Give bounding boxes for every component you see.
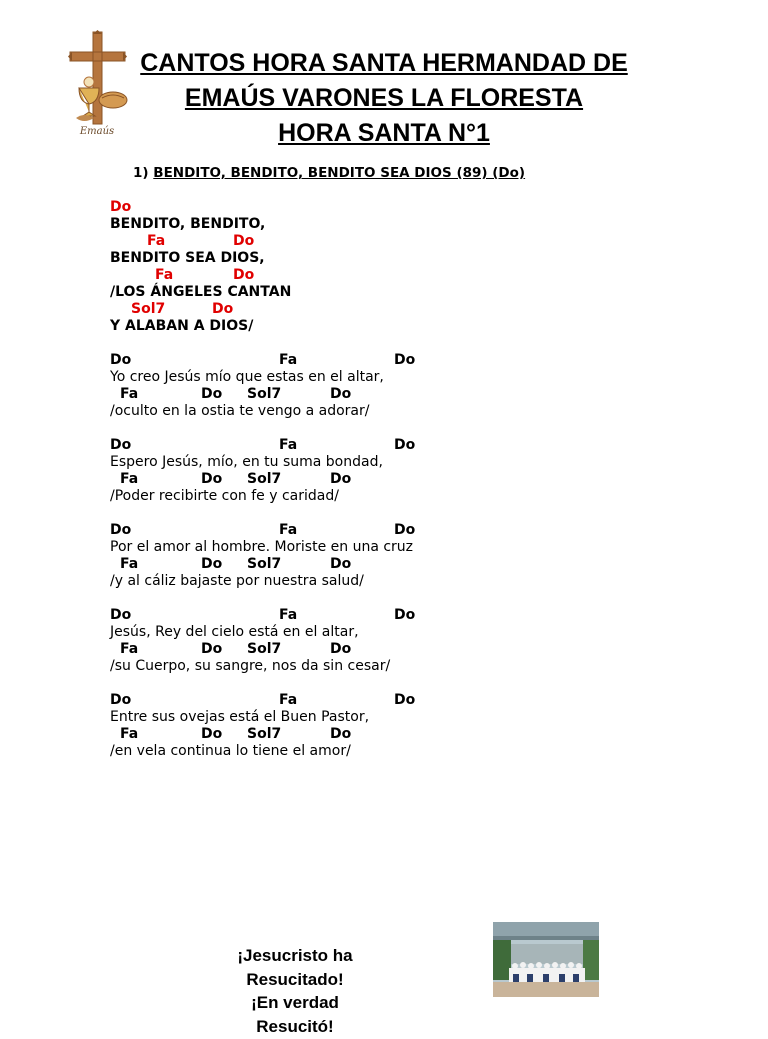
chord: Do	[110, 607, 132, 623]
chord: Do	[201, 556, 223, 572]
chord: Fa	[279, 437, 298, 453]
chord: Fa	[279, 522, 298, 538]
verse-lyric-line: Jesús, Rey del cielo está en el altar,	[110, 624, 359, 640]
verse-chord-line	[110, 522, 416, 539]
chord: Do	[394, 692, 416, 708]
chord: Do	[201, 641, 223, 657]
chorus-chord-line	[110, 199, 132, 216]
verse-lyric-line: /Poder recibirte con fe y caridad/	[110, 488, 339, 504]
verse-chord-line	[110, 386, 352, 403]
chord: Do	[394, 522, 416, 538]
chord: Do	[110, 352, 132, 368]
group-photo	[493, 922, 599, 997]
verse-lyric-line: Yo creo Jesús mío que estas en el altar,	[110, 369, 384, 385]
chord: Sol7	[247, 556, 282, 572]
chord: Do	[330, 471, 352, 487]
chord: Do	[201, 471, 223, 487]
chord: Fa	[279, 607, 298, 623]
chord: Fa	[279, 692, 298, 708]
chord: Do	[233, 233, 255, 249]
verse-chord-line	[110, 471, 352, 488]
song-title: BENDITO, BENDITO, BENDITO SEA DIOS (89) (Do)	[153, 165, 526, 181]
chord: Sol7	[247, 726, 282, 742]
page-title-line-1: CANTOS HORA SANTA HERMANDAD DE	[140, 49, 628, 77]
verse-lyric-line: Entre sus ovejas está el Buen Pastor,	[110, 709, 370, 725]
verse-lyric-line: /su Cuerpo, su sangre, nos da sin cesar/	[110, 658, 391, 674]
chord: Do	[110, 522, 132, 538]
page-title-line-3: HORA SANTA N°1	[278, 119, 490, 147]
chorus-chord-line	[110, 233, 255, 250]
chord: Do	[394, 437, 416, 453]
chord: Sol7	[247, 386, 282, 402]
verse-lyric-line: /oculto en la ostia te vengo a adorar/	[110, 403, 370, 419]
chord: Fa	[120, 556, 139, 572]
footer-line: ¡Jesucristo ha	[237, 946, 353, 965]
chord: Sol7	[247, 641, 282, 657]
chord: Do	[394, 352, 416, 368]
chord: Do	[201, 726, 223, 742]
chord: Do	[394, 607, 416, 623]
verse-chord-line	[110, 437, 416, 454]
verse-chord-line	[110, 352, 416, 369]
footer-line: ¡En verdad	[251, 993, 339, 1012]
chord: Do	[330, 726, 352, 742]
chord: Fa	[155, 267, 174, 283]
logo-caption: Emaús	[79, 126, 115, 137]
chord: Sol7	[131, 301, 166, 317]
song-heading	[133, 165, 525, 181]
verse-chord-line	[110, 726, 352, 743]
verse-chord-line	[110, 641, 352, 658]
chord: Do	[330, 556, 352, 572]
verse-chord-line	[110, 692, 416, 709]
chorus-chord-line	[110, 267, 255, 284]
song-number: 1)	[133, 165, 149, 181]
chord: Fa	[120, 641, 139, 657]
verse-lyric-line: Espero Jesús, mío, en tu suma bondad,	[110, 454, 383, 470]
chord: Do	[233, 267, 255, 283]
chord: Do	[212, 301, 234, 317]
chord: Fa	[120, 471, 139, 487]
chorus-lyric-line: /LOS ÁNGELES CANTAN	[110, 284, 292, 300]
verse-lyric-line: Por el amor al hombre. Moriste en una cruz	[110, 539, 414, 555]
chord: Fa	[120, 726, 139, 742]
chord: Do	[110, 437, 132, 453]
verse-lyric-line: /en vela continua lo tiene el amor/	[110, 743, 351, 759]
chord: Fa	[279, 352, 298, 368]
chorus-lyric-line: BENDITO, BENDITO,	[110, 216, 266, 232]
chord: Do	[110, 692, 132, 708]
verse-lyric-line: /y al cáliz bajaste por nuestra salud/	[110, 573, 364, 589]
chord: Sol7	[247, 471, 282, 487]
chorus-lyric-line: Y ALABAN A DIOS/	[110, 318, 254, 334]
chord: Do	[330, 386, 352, 402]
footer-line: Resucitado!	[246, 970, 344, 989]
chord: Fa	[120, 386, 139, 402]
footer-line: Resucitó!	[256, 1017, 334, 1036]
verse-chord-line	[110, 607, 416, 624]
chorus-lyric-line: BENDITO SEA DIOS,	[110, 250, 265, 266]
chord: Do	[330, 641, 352, 657]
page-title-line-2: EMAÚS VARONES LA FLORESTA	[184, 84, 584, 112]
chord: Do	[110, 199, 132, 215]
chorus-chord-line	[110, 301, 234, 318]
verse-chord-line	[110, 556, 352, 573]
chord: Fa	[147, 233, 166, 249]
chord: Do	[201, 386, 223, 402]
